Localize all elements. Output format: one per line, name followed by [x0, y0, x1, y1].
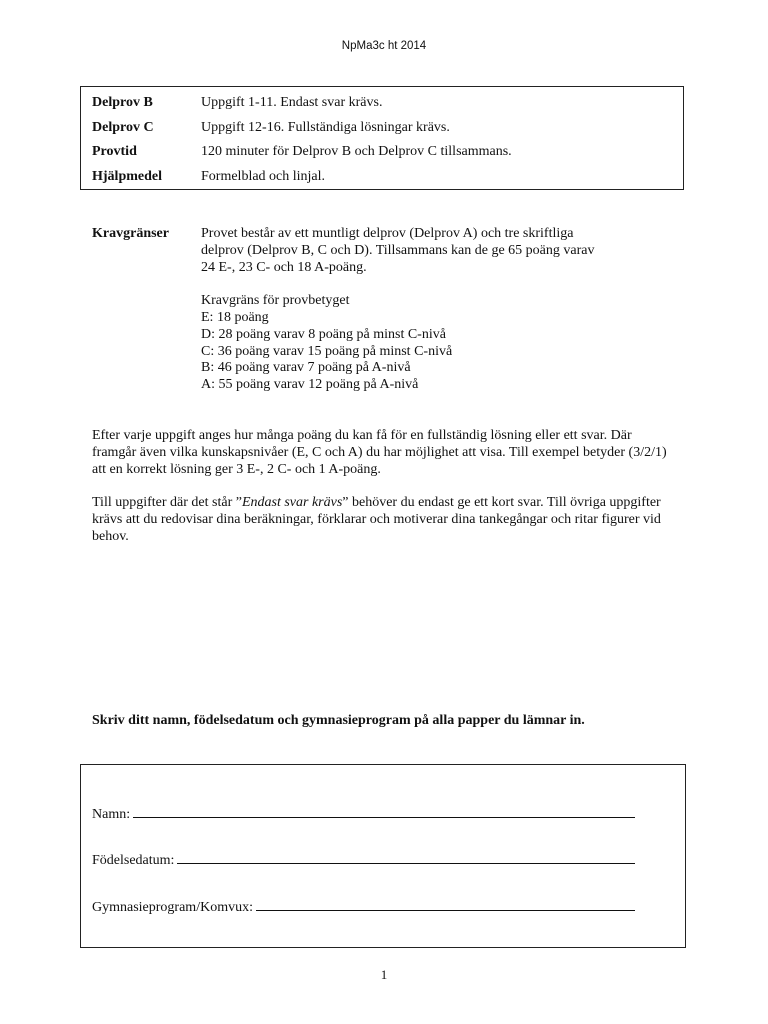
name-field[interactable]: [133, 802, 635, 818]
grade-requirements-body: [201, 226, 651, 394]
para-text: Till uppgifter där det står ”: [92, 495, 242, 510]
info-row-delprov-b: [81, 94, 683, 119]
name-row: [92, 802, 635, 823]
exam-info-box: [80, 86, 684, 190]
info-row-provtid: [81, 143, 683, 168]
grade-line-d: D: 28 poäng varav 8 poäng på minst C-nivå: [201, 326, 446, 342]
grade-line-e: E: 18 poäng: [201, 309, 269, 325]
grade-line-c: C: 36 poäng varav 15 poäng på minst C-nivå: [201, 343, 453, 359]
info-value: Uppgift 1-11. Endast svar krävs.: [201, 95, 383, 110]
name-label: Namn:: [92, 807, 131, 822]
info-value: 120 minuter för Delprov B och Delprov C tillsammans.: [201, 144, 512, 159]
info-label: Hjälpmedel: [92, 168, 162, 184]
info-value: Formelblad och linjal.: [201, 168, 326, 184]
birthdate-field[interactable]: [177, 848, 635, 864]
spacer: [201, 276, 651, 293]
info-label: Delprov C: [92, 119, 154, 135]
grade-line-b: B: 46 poäng varav 7 poäng på A-nivå: [201, 360, 411, 376]
info-label: Provtid: [92, 144, 137, 159]
student-info-form: [80, 764, 686, 948]
grade-heading: Kravgräns för provbetyget: [201, 293, 350, 309]
name-instruction: Skriv ditt namn, födelsedatum och gymnasieprogram på alla papper du lämnar in.: [92, 713, 585, 728]
grade-requirements-label: Kravgränser: [92, 226, 169, 241]
intro-line: Provet består av ett muntligt delprov (Delprov A) och tre skriftliga: [201, 226, 574, 241]
page-header: NpMa3c ht 2014: [341, 40, 427, 52]
para-emphasis: Endast svar krävs: [241, 495, 343, 510]
para-text: ” behöver du endast ge ett kort svar. Till övriga uppgifter krävs att du redovisar dina beräkningar, förklarar och motiverar dina tankegångar och ritar figurer vid behov.: [92, 495, 661, 544]
intro-line: delprov (Delprov B, C och D). Tillsammans kan de ge 65 poäng varav: [201, 242, 595, 258]
grade-line-a: A: 55 poäng varav 12 poäng på A-nivå: [201, 377, 419, 393]
intro-line: 24 E-, 23 C- och 18 A-poäng.: [201, 259, 367, 275]
info-row-delprov-c: [81, 119, 683, 144]
page-number: 1: [380, 967, 388, 982]
info-row-hjalpmedel: [81, 168, 683, 193]
birthdate-row: [92, 848, 635, 869]
info-label: Delprov B: [92, 95, 153, 110]
program-label: Gymnasieprogram/Komvux:: [92, 900, 253, 915]
birthdate-label: Födelsedatum:: [92, 853, 175, 868]
points-explanation-paragraph: Efter varje uppgift anges hur många poäng du kan få för en fullständig lösning eller ett svar. Där framgår även vilka kunskapsnivåer (E, C och A) du har möjlighet att visa. Till exempel betyder (3/2/1) att en korrekt lösning ger 3 E-, 2 C- och 1 A-poäng.: [92, 428, 667, 477]
info-value: Uppgift 12-16. Fullständiga lösningar krävs.: [201, 119, 450, 135]
program-field[interactable]: [256, 895, 635, 911]
program-row: [92, 895, 635, 916]
answer-instructions-paragraph: [92, 494, 672, 545]
